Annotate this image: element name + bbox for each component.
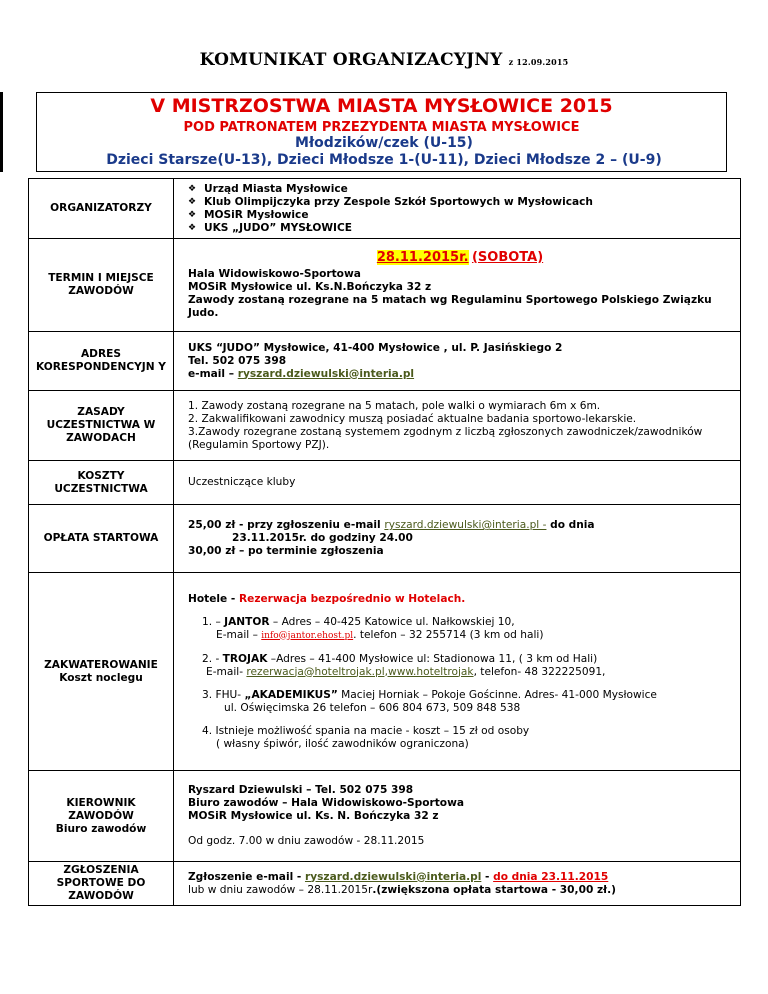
entry-email-link[interactable]: ryszard.dziewulski@interia.pl (304, 870, 482, 883)
event-venue: Hala Widowiskowo-Sportowa (188, 267, 361, 280)
row-adres (29, 332, 741, 391)
address-phone: Tel. 502 075 398 (188, 354, 287, 367)
director-name: Ryszard Dziewulski – Tel. 502 075 398 (188, 784, 414, 796)
value-organizatorzy (174, 179, 741, 239)
document-title (0, 50, 768, 70)
label-zasady: ZASADY UCZESTNICTWA W ZAWODACH (29, 391, 174, 461)
entry-onsite: lub w dniu zawodów – 28.11.2015r (188, 883, 373, 896)
label-zgloszenia: ZGŁOSZENIA SPORTOWE DO ZAWODÓW (29, 862, 174, 906)
hotel-1-address: – Adres – 40-425 Katowice ul. Nałkowskiej 10, (269, 615, 515, 628)
label-zakwaterowanie (29, 573, 174, 771)
banner-category-1: Młodzików/czek (U-15) (295, 135, 473, 151)
hotel-3-phone: ul. Oświęcimska 26 telefon – 606 804 673, 509 848 538 (224, 701, 521, 714)
label-kierownik (29, 771, 174, 862)
entry-deadline: do dnia 23.11.2015 (493, 870, 609, 883)
event-venue-address: MOSiR Mysłowice ul. Ks.N.Bończyka 32 z (188, 280, 432, 293)
organizer-item: ❖ UKS „JUDO” MYSŁOWICE (182, 222, 732, 235)
value-zgloszenia (174, 862, 741, 906)
hotel-2-email[interactable]: rezerwacja@hoteltrojak.pl,www.hoteltrojak (246, 665, 474, 678)
hotel-2-phone: , telefon- 48 322225091, (473, 665, 606, 678)
label-zakwaterowanie-title: ZAKWATEROWANIE (44, 658, 158, 671)
entry-text: Zgłoszenie e-mail - (188, 870, 305, 883)
label-koszty: KOSZTY UCZESTNICTWA (29, 461, 174, 505)
rule-2: 2. Zakwalifikowani zawodnicy muszą posiadać aktualne badania sportowo-lekarskie. (188, 412, 637, 425)
mat-option-note: ( własny śpiwór, ilość zawodników ograniczona) (216, 737, 469, 750)
title-text: KOMUNIKAT ORGANIZACYJNY (199, 50, 503, 70)
rule-1: 1. Zawody zostaną rozegrane na 5 matach, pole walki o wymiarach 6m x 6m. (188, 399, 601, 412)
hotel-1-num: 1. – (202, 615, 225, 628)
hotels-intro: Hotele - (188, 592, 239, 605)
row-organizatorzy (29, 179, 741, 239)
organizer-item: ❖ Klub Olimpijczyka przy Zespole Szkół Sportowych w Mysłowicach (182, 196, 732, 209)
hotel-3-address: Maciej Horniak – Pokoje Gościnne. Adres- 41-000 Mysłowice (337, 688, 657, 701)
event-date: 28.11.2015r. (376, 249, 469, 265)
organizers-list (182, 183, 732, 235)
hotel-2-address: –Adres – 41-400 Mysłowice ul: Stadionowa 11, ( 3 km od Hali) (267, 652, 598, 665)
office-address: MOSiR Mysłowice ul. Ks. N. Bończyka 32 z (188, 810, 439, 822)
fee-email-link[interactable]: ryszard.dziewulski@interia.pl - (384, 519, 547, 531)
label-oplata: OPŁATA STARTOWA (29, 505, 174, 573)
label-organizatorzy: ORGANIZATORZY (29, 179, 174, 239)
title-date: z 12.09.2015 (508, 57, 569, 67)
value-termin (174, 239, 741, 332)
value-zakwaterowanie (174, 573, 741, 771)
fee-1-text: 25,00 zł - przy zgłoszeniu e-mail (188, 519, 385, 531)
organizer-item: ❖ MOSiR Mysłowice (182, 209, 732, 222)
hotel-1-phone: . telefon – 32 255714 (3 km od hali) (353, 628, 544, 641)
hotel-1-email-label: E-mail – (216, 628, 262, 641)
banner-title: V MISTRZOSTWA MIASTA MYSŁOWICE 2015 (150, 95, 613, 117)
row-zasady (29, 391, 741, 461)
office-venue: Biuro zawodów – Hala Widowiskowo-Sportowa (188, 797, 465, 809)
value-koszty: Uczestniczące kluby (174, 461, 741, 505)
email-link[interactable]: ryszard.dziewulski@interia.pl (237, 367, 415, 380)
organizer-item: ❖ Urząd Miasta Mysłowice (182, 183, 732, 196)
row-oplata (29, 505, 741, 573)
label-kierownik-sub: Biuro zawodów (55, 822, 147, 835)
hotel-2-name: TROJAK (222, 652, 268, 665)
row-zgloszenia (29, 862, 741, 906)
hotel-1-name: JANTOR (224, 615, 270, 628)
hotel-3-num: 3. FHU- (202, 688, 245, 701)
entry-dash: - (481, 870, 494, 883)
fee-deadline: 23.11.2015r. do godziny 24.00 (232, 532, 413, 544)
label-kierownik-title: KIEROWNIK ZAWODÓW (66, 796, 136, 822)
label-adres: ADRES KORESPONDENCYJN Y (29, 332, 174, 391)
hotel-2-email-label: E-mail- (206, 665, 247, 678)
value-kierownik (174, 771, 741, 862)
row-zakwaterowanie (29, 573, 741, 771)
value-oplata (174, 505, 741, 573)
hotel-1-email[interactable]: info@jantor.ehost.pl (261, 630, 354, 641)
mat-option: 4. Istnieje możliwość spania na macie - koszt – 15 zł od osoby (202, 724, 530, 737)
banner-patronage: POD PATRONATEM PRZEZYDENTA MIASTA MYSŁOWICE (183, 120, 580, 135)
fee-1-suffix: do dnia (546, 519, 595, 531)
row-termin (29, 239, 741, 332)
fee-late: 30,00 zł – po terminie zgłoszenia (188, 545, 384, 557)
value-zasady (174, 391, 741, 461)
value-adres (174, 332, 741, 391)
event-rules: Zawody zostaną rozegrane na 5 matach wg Regulaminu Sportowego Polskiego Związku Judo. (188, 293, 712, 319)
email-label: e-mail – (188, 367, 238, 380)
address-line: UKS “JUDO” Mysłowice, 41-400 Mysłowice , ul. P. Jasińskiego 2 (188, 341, 563, 354)
row-kierownik (29, 771, 741, 862)
row-koszty (29, 461, 741, 505)
entry-onsite-fee: .(zwiększona opłata startowa - 30,00 zł.) (372, 883, 616, 896)
banner-category-2: Dzieci Starsze(U-13), Dzieci Młodsze 1-(U-11), Dzieci Młodsze 2 – (U-9) (106, 152, 662, 168)
hotel-2-num: 2. - (202, 652, 223, 665)
event-day: (SOBOTA) (471, 249, 544, 265)
label-termin: TERMIN I MIEJSCE ZAWODÓW (29, 239, 174, 332)
info-table (28, 178, 741, 906)
hotel-3-name: „AKADEMIKUS” (244, 688, 338, 701)
label-zakwaterowanie-sub: Koszt noclegu (59, 671, 143, 684)
hotels-note: Rezerwacja bezpośrednio w Hotelach. (238, 592, 466, 605)
rule-3: 3.Zawody rozegrane zostaną systemem zgodnym z liczbą zgłoszonych zawodniczek/zawodników (Regulamin Sportowy PZJ). (188, 425, 703, 451)
office-hours: Od godz. 7.00 w dniu zawodów - 28.11.2015 (188, 835, 425, 847)
